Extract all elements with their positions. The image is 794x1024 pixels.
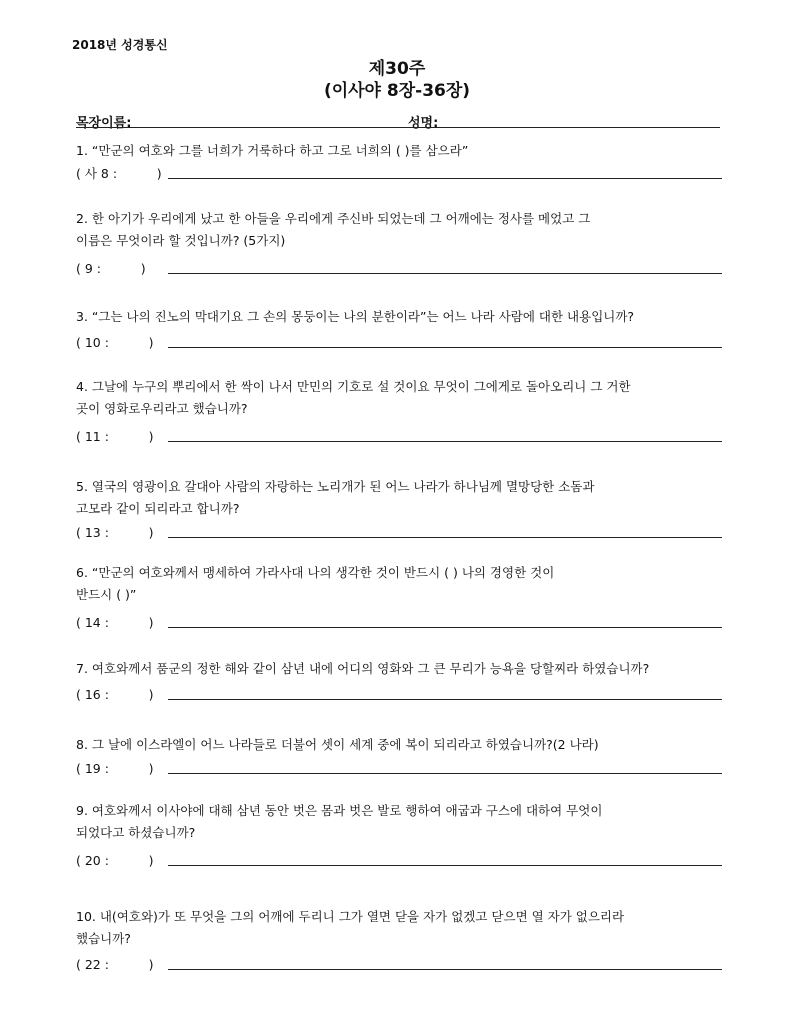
answer-row: [76, 258, 726, 276]
answer-row: [76, 850, 726, 868]
answer-row: [76, 332, 726, 350]
answer-line[interactable]: [168, 347, 722, 348]
question-text: 8. 그 날에 이스라엘이 어느 나라들로 더불어 셋이 세계 중에 복이 되리라고 하였습니까?(2 나라): [76, 737, 599, 752]
question-text: 이름은 무엇이라 할 것입니까? (5가지): [76, 233, 286, 248]
answer-line[interactable]: [168, 773, 722, 774]
answer-row: [76, 612, 726, 630]
question-text: 2. 한 아기가 우리에게 났고 한 아들을 우리에게 주신바 되었는데 그 어깨에는 정사를 메었고 그: [76, 211, 591, 226]
question-text: 되었다고 하셨습니까?: [76, 825, 196, 840]
answer-row: [76, 954, 726, 972]
question-text: 7. 여호와께서 품군의 정한 해와 같이 삼년 내에 어디의 영화와 그 큰 무리가 능욕을 당할찌라 하였습니까?: [76, 661, 650, 676]
question-10: [76, 906, 726, 972]
answer-line[interactable]: [168, 699, 722, 700]
answer-line[interactable]: [168, 537, 722, 538]
header-label: 2018년 성경통신: [72, 38, 168, 52]
question-text: 6. “만군의 여호와께서 맹세하여 가라사대 나의 생각한 것이 반드시 ( ) 나의 경영한 것이: [76, 565, 555, 580]
question-9: [76, 800, 726, 868]
group-name-label: 목장이름:: [76, 116, 132, 131]
answer-row: [76, 758, 726, 776]
verse-reference: ( 22 : ): [76, 957, 154, 972]
answer-row: [76, 163, 726, 181]
verse-reference: ( 20 : ): [76, 853, 154, 868]
answer-line[interactable]: [168, 178, 722, 179]
question-3: [76, 306, 726, 350]
question-text: 1. “만군의 여호와 그를 너희가 거룩하다 하고 그로 너희의 ( )를 삼으라”: [76, 143, 469, 158]
question-7: [76, 658, 726, 702]
question-1: [76, 140, 726, 181]
question-text: 9. 여호와께서 이사야에 대해 삼년 동안 벗은 몸과 벗은 발로 행하여 애굽과 구스에 대하여 무엇이: [76, 803, 603, 818]
verse-reference: ( 사 8 : ): [76, 166, 162, 181]
question-text: 반드시 ( )”: [76, 587, 137, 602]
question-text: 고모라 같이 되리라고 합니까?: [76, 501, 240, 516]
answer-line[interactable]: [168, 865, 722, 866]
answer-line[interactable]: [168, 969, 722, 970]
question-2: [76, 208, 726, 276]
question-text: 10. 내(여호와)가 또 무엇을 그의 어깨에 두리니 그가 열면 닫을 자가 없겠고 닫으면 열 자가 없으리라: [76, 909, 625, 924]
page-title: 제30주: [368, 59, 426, 79]
question-text: 5. 열국의 영광이요 갈대아 사람의 자랑하는 노리개가 된 어느 나라가 하나님께 멸망당한 소돔과: [76, 479, 595, 494]
question-text: 4. 그날에 누구의 뿌리에서 한 싹이 나서 만민의 기호로 설 것이요 무엇이 그에게로 돌아오리니 그 거한: [76, 379, 631, 394]
verse-reference: ( 10 : ): [76, 335, 154, 350]
answer-line[interactable]: [168, 273, 722, 274]
question-text: 3. “그는 나의 진노의 막대기요 그 손의 몽둥이는 나의 분한이라”는 어느 나라 사람에 대한 내용입니까?: [76, 309, 635, 324]
answer-row: [76, 522, 726, 540]
question-4: [76, 376, 726, 444]
name-label: 성명:: [408, 116, 439, 131]
verse-reference: ( 13 : ): [76, 525, 154, 540]
answer-row: [76, 426, 726, 444]
answer-row: [76, 684, 726, 702]
question-8: [76, 734, 726, 776]
verse-reference: ( 9 : ): [76, 261, 146, 276]
page-subtitle: (이사야 8장-36장): [323, 81, 471, 101]
answer-line[interactable]: [168, 441, 722, 442]
question-text: 곳이 영화로우리라고 했습니까?: [76, 401, 248, 416]
answer-line[interactable]: [168, 627, 722, 628]
question-6: [76, 562, 726, 630]
signature-underline: [76, 127, 720, 128]
verse-reference: ( 19 : ): [76, 761, 154, 776]
verse-reference: ( 16 : ): [76, 687, 154, 702]
signature-row: [76, 112, 720, 131]
question-5: [76, 476, 726, 540]
question-text: 했습니까?: [76, 931, 131, 946]
verse-reference: ( 14 : ): [76, 615, 154, 630]
verse-reference: ( 11 : ): [76, 429, 154, 444]
